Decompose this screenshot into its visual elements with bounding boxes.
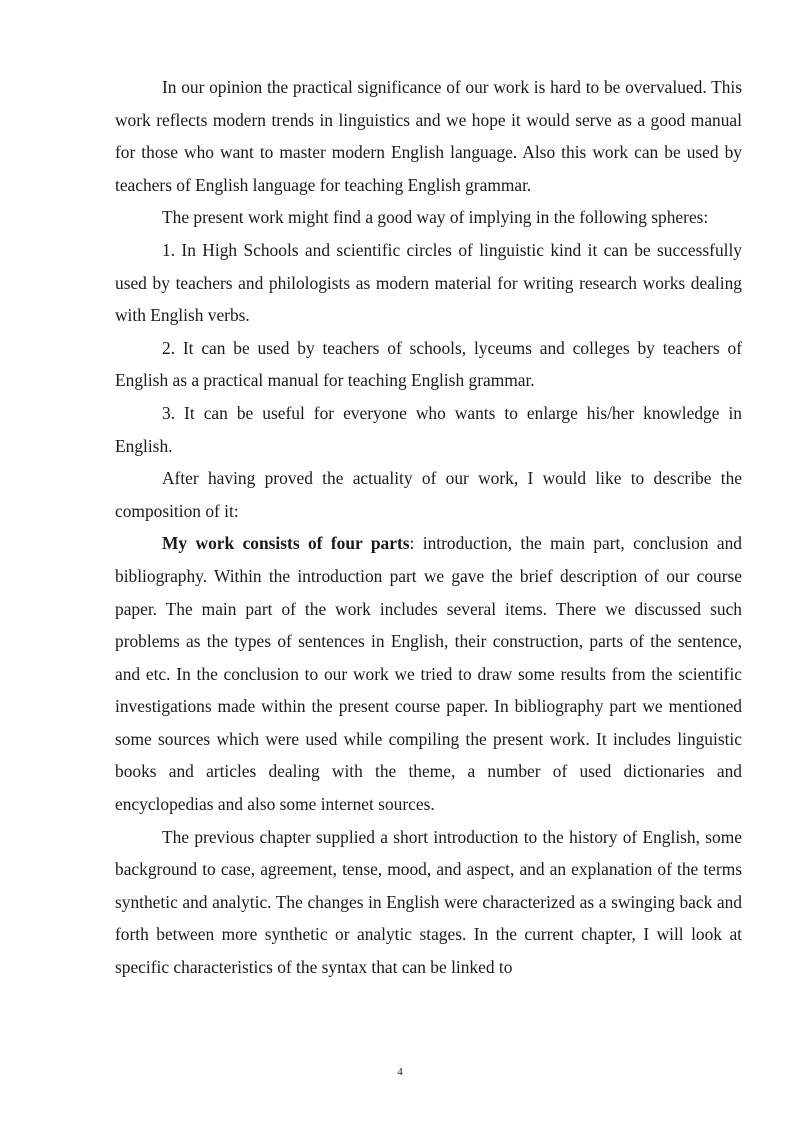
paragraph-composition-intro: After having proved the actuality of our work, I would like to describe the composition of it: [115,468,742,521]
bold-lead-text: My work consists of four parts [162,533,410,554]
paragraph-spheres-intro: The present work might find a good way of implying in the following spheres: [162,207,709,228]
paragraph-significance: In our opinion the practical significance of our work is hard to be overvalued. This work reflects modern trends in linguistics and we hope it would serve as a good manual for those who want to master modern English language. Also this work can be used by teachers of English language for teaching English grammar. [115,77,742,195]
list-item-2: 2. It can be used by teachers of schools, lyceums and colleges by teachers of English as a practical manual for teaching English grammar. [115,337,742,391]
paragraph-structure [115,527,742,820]
paragraph-previous-chapter: The previous chapter supplied a short introduction to the history of English, some background to case, agreement, tense, mood, and aspect, and an explanation of the terms synthetic and analytic. The changes in English were characterized as a swinging back and forth between more synthetic or analytic stages. In the current chapter, I will look at specific characteristics of the syntax that can be linked to [115,826,742,978]
paragraph-structure-body: : introduction, the main part, conclusion and bibliography. Within the introduction part we gave the brief description of our course paper. The main part of the work includes several items. There we discussed such problems as the types of sentences in English, their construction, parts of the sentence, and etc. In the conclusion to our work we tried to draw some results from the scientific investigations made within the present course paper. In bibliography part we mentioned some sources which were used while compiling the present work. It includes linguistic books and articles dealing with the theme, a number of used dictionaries and encyclopedias and also some internet sources. [115,533,742,815]
list-item-1: 1. In High Schools and scientific circles of linguistic kind it can be successfully used by teachers and philologists as modern material for writing research works dealing with English verbs. [115,239,742,326]
list-item-3: 3. It can be useful for everyone who wants to enlarge his/her knowledge in English. [115,402,742,456]
page-number: 4 [397,1066,403,1078]
body-text [115,71,742,984]
